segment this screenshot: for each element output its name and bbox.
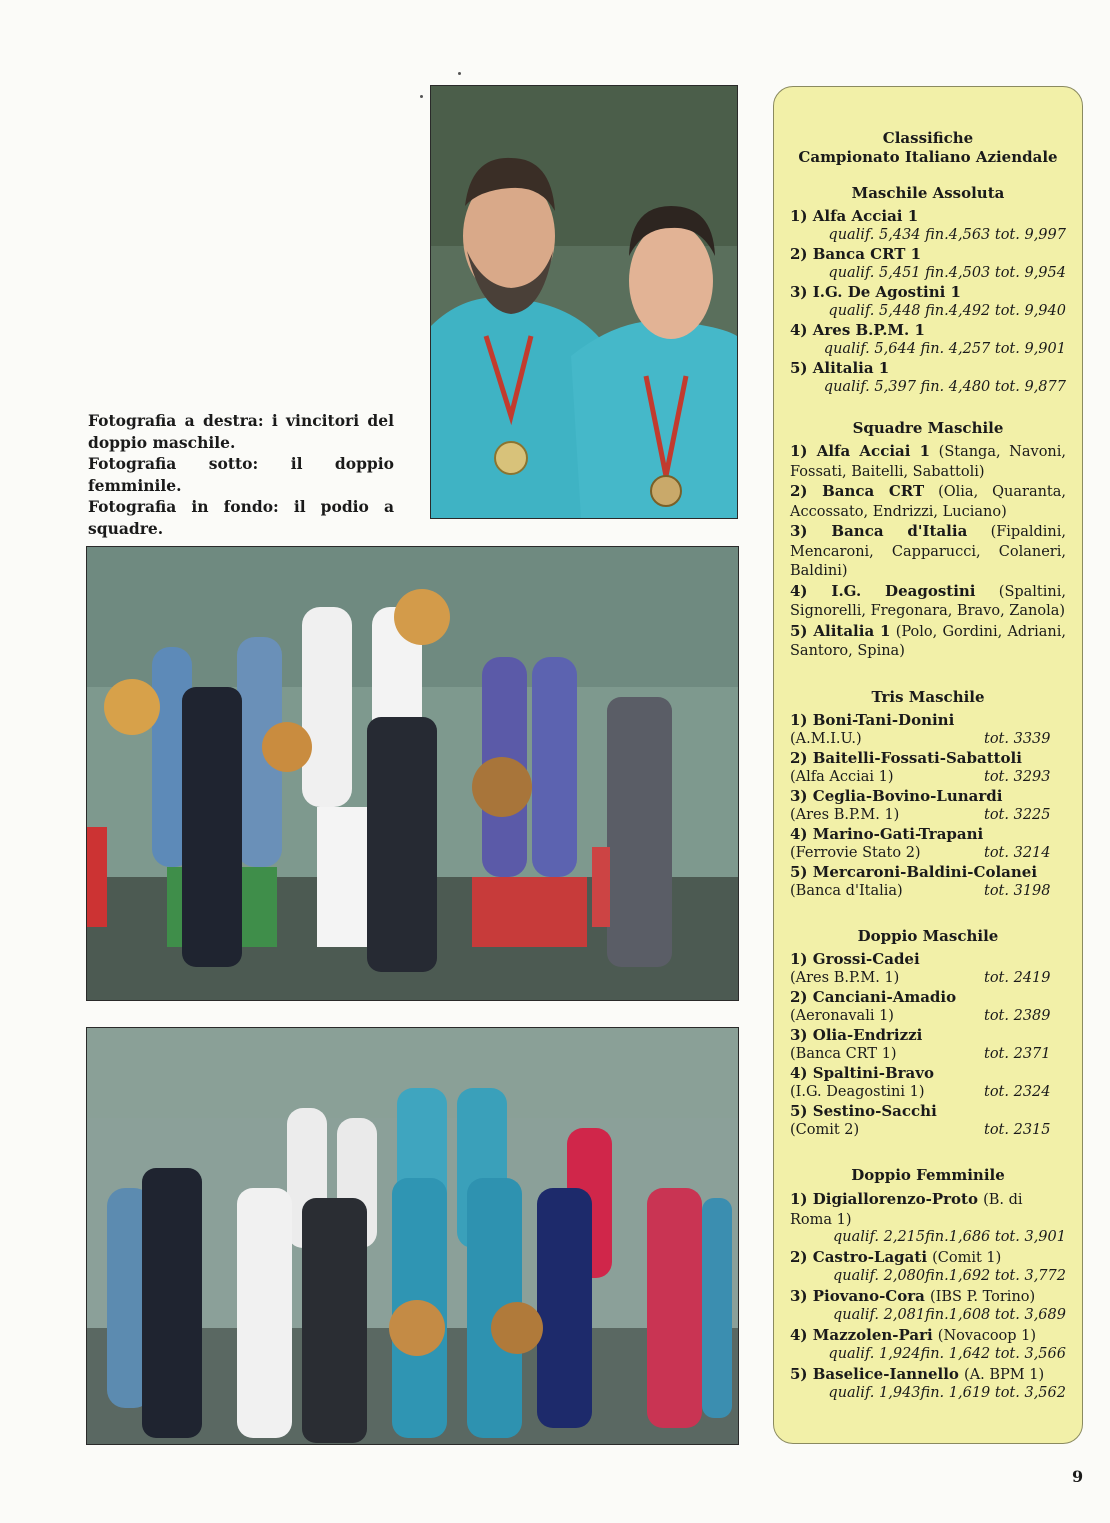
entry-total: tot. 3293 xyxy=(984,768,1051,785)
photo-doppio-femminile xyxy=(86,546,739,1001)
entry-club: (Ares B.P.M. 1) xyxy=(790,806,900,823)
caption-line-3: Fotografia in fondo: il podio a squadre. xyxy=(88,497,394,538)
entry-club: (Comit 2) xyxy=(790,1121,860,1138)
entry-name: 4) Spaltini-Bravo xyxy=(790,1063,934,1082)
entry-detail: qualif. 2,081fin.1,608 tot. 3,689 xyxy=(833,1306,1066,1323)
panel-title-line2: Campionato Italiano Aziendale xyxy=(798,148,1058,166)
list-item xyxy=(790,207,1066,245)
entry-name: 5) Sestino-Sacchi xyxy=(790,1101,937,1120)
entry-club: (Alfa Acciai 1) xyxy=(790,768,894,785)
entry-name: 1) Digiallorenzo-Proto xyxy=(790,1189,978,1208)
list-item xyxy=(790,1102,1066,1140)
list-item xyxy=(790,1189,1066,1247)
entry-detail: qualif. 5,397 fin. 4,480 tot. 9,877 xyxy=(823,379,1066,395)
team-name: 5) Alitalia 1 xyxy=(790,621,891,640)
team-members: (Olia, Quaranta, Accossato, Endrizzi, Luciano) xyxy=(790,484,1067,520)
entry-club: (Novacoop 1) xyxy=(937,1327,1037,1344)
section-heading-squadre-maschile: Squadre Maschile xyxy=(852,419,1004,437)
list-item xyxy=(790,245,1066,283)
entry-club: (Aeronavali 1) xyxy=(790,1007,894,1024)
list-item xyxy=(790,1364,1066,1403)
entry-club: (Banca d'Italia) xyxy=(790,882,903,899)
entry-total: tot. 2315 xyxy=(984,1121,1051,1138)
entry-total: tot. 3198 xyxy=(984,882,1051,899)
list-item xyxy=(790,1064,1066,1102)
speck xyxy=(458,72,461,75)
list-item xyxy=(790,711,1066,749)
entry-detail: qualif. 2,215fin.1,686 tot. 3,901 xyxy=(833,1228,1066,1245)
entry-detail: qualif. 5,644 fin. 4,257 tot. 9,901 xyxy=(823,341,1066,357)
team-members: (Stanga, Navoni, Fossati, Baitelli, Sabattoli) xyxy=(790,444,1067,480)
entry-detail: qualif. 2,080fin.1,692 tot. 3,772 xyxy=(833,1267,1066,1284)
entry-name: 5) Mercaroni-Baldini-Colanei xyxy=(790,862,1038,881)
entry-name: 2) Canciani-Amadio xyxy=(790,987,957,1006)
section-heading-maschile-assoluta: Maschile Assoluta xyxy=(851,184,1005,202)
list-item xyxy=(790,825,1066,863)
entry-club: (Ferrovie Stato 2) xyxy=(790,844,921,861)
speck xyxy=(420,95,423,98)
entry-total: tot. 2371 xyxy=(984,1045,1051,1062)
team-name: 1) Alfa Acciai 1 xyxy=(790,442,931,460)
entry-name: 4) Marino-Gati-Trapani xyxy=(790,824,984,843)
entry-club: (IBS P. Torino) xyxy=(929,1288,1036,1305)
entry-name: 1) Boni-Tani-Donini xyxy=(790,710,955,729)
list-item xyxy=(790,482,1066,522)
list-item xyxy=(790,863,1066,901)
caption-line-1: Fotografia a destra: i vincitori del doppio maschile. xyxy=(88,411,394,452)
list-item xyxy=(790,442,1066,482)
team-members: (Polo, Gordini, Adriani, Santoro, Spina) xyxy=(790,623,1066,659)
list-item xyxy=(790,283,1066,321)
entry-name: 3) Ceglia-Bovino-Lunardi xyxy=(790,786,1003,805)
entry-club: (A. BPM 1) xyxy=(964,1366,1045,1383)
entry-total: tot. 2389 xyxy=(984,1007,1051,1024)
entry-club: (B. di Roma 1) xyxy=(790,1191,1023,1228)
list-item xyxy=(790,988,1066,1026)
section-heading-doppio-maschile: Doppio Maschile xyxy=(857,926,999,945)
team-name: 4) I.G. Deagostini xyxy=(790,581,976,600)
photo-doppio-maschile-image xyxy=(431,86,737,518)
entry-total: tot. 3225 xyxy=(984,806,1051,823)
entry-name: 3) Olia-Endrizzi xyxy=(790,1025,923,1044)
panel-title-line1: Classifiche xyxy=(882,129,974,147)
photo-doppio-maschile xyxy=(430,85,738,519)
entry-detail: qualif. 5,434 fin.4,563 tot. 9,997 xyxy=(828,227,1066,243)
entry-total: tot. 3214 xyxy=(984,844,1051,861)
entry-detail: qualif. 1,924fin. 1,642 tot. 3,566 xyxy=(828,1345,1066,1362)
list-item xyxy=(790,1247,1066,1286)
list-item xyxy=(790,950,1066,988)
entry-name: 5) Baselice-Iannello xyxy=(790,1364,959,1383)
entry-total: tot. 2324 xyxy=(984,1083,1051,1100)
entry-name: 2) Banca CRT 1 xyxy=(790,245,922,263)
team-members: (Spaltini, Signorelli, Fregonara, Bravo, Zanola) xyxy=(790,583,1066,619)
team-name: 2) Banca CRT xyxy=(790,482,925,500)
entry-name: 3) Piovano-Cora xyxy=(790,1286,925,1305)
page-number: 9 xyxy=(1072,1467,1084,1486)
entry-club: (I.G. Deagostini 1) xyxy=(790,1083,925,1100)
section-heading-doppio-femminile: Doppio Femminile xyxy=(851,1165,1005,1184)
entry-detail: qualif. 1,943fin. 1,619 tot. 3,562 xyxy=(828,1384,1066,1401)
list-item xyxy=(790,749,1066,787)
photo-doppio-femminile-image xyxy=(87,547,738,1000)
team-members: (Fipaldini, Mencaroni, Capparucci, Colaneri, Baldini) xyxy=(790,524,1067,579)
entry-name: 2) Baitelli-Fossati-Sabattoli xyxy=(790,748,1022,767)
list-item xyxy=(790,1325,1066,1364)
list-item xyxy=(790,359,1066,397)
photo-podio-squadre-image xyxy=(87,1028,738,1444)
entry-name: 1) Alfa Acciai 1 xyxy=(790,207,919,225)
section-heading-tris-maschile: Tris Maschile xyxy=(871,687,985,706)
photo-caption xyxy=(88,410,394,539)
photo-podio-squadre xyxy=(86,1027,739,1445)
results-panel xyxy=(773,86,1083,1444)
entry-club: (A.M.I.U.) xyxy=(790,730,862,747)
list-item xyxy=(790,1286,1066,1325)
entry-name: 5) Alitalia 1 xyxy=(790,359,890,377)
entry-total: tot. 2419 xyxy=(984,969,1051,986)
entry-name: 2) Castro-Lagati xyxy=(790,1247,928,1266)
entry-club: (Banca CRT 1) xyxy=(790,1045,897,1062)
entry-name: 4) Mazzolen-Pari xyxy=(790,1325,933,1344)
list-item xyxy=(790,582,1066,622)
entry-name: 4) Ares B.P.M. 1 xyxy=(790,321,925,339)
list-item xyxy=(790,1026,1066,1064)
entry-club: (Comit 1) xyxy=(932,1249,1002,1266)
list-item xyxy=(790,622,1066,662)
caption-line-2: Fotografia sotto: il doppio femminile. xyxy=(88,454,394,495)
list-item xyxy=(790,321,1066,359)
team-name: 3) Banca d'Italia xyxy=(790,522,968,540)
entry-name: 1) Grossi-Cadei xyxy=(790,949,920,968)
entry-club: (Ares B.P.M. 1) xyxy=(790,969,900,986)
entry-total: tot. 3339 xyxy=(984,730,1051,747)
list-item xyxy=(790,522,1066,582)
entry-name: 3) I.G. De Agostini 1 xyxy=(790,283,961,301)
list-item xyxy=(790,787,1066,825)
entry-detail: qualif. 5,448 fin.4,492 tot. 9,940 xyxy=(828,303,1066,319)
entry-detail: qualif. 5,451 fin.4,503 tot. 9,954 xyxy=(828,265,1066,281)
